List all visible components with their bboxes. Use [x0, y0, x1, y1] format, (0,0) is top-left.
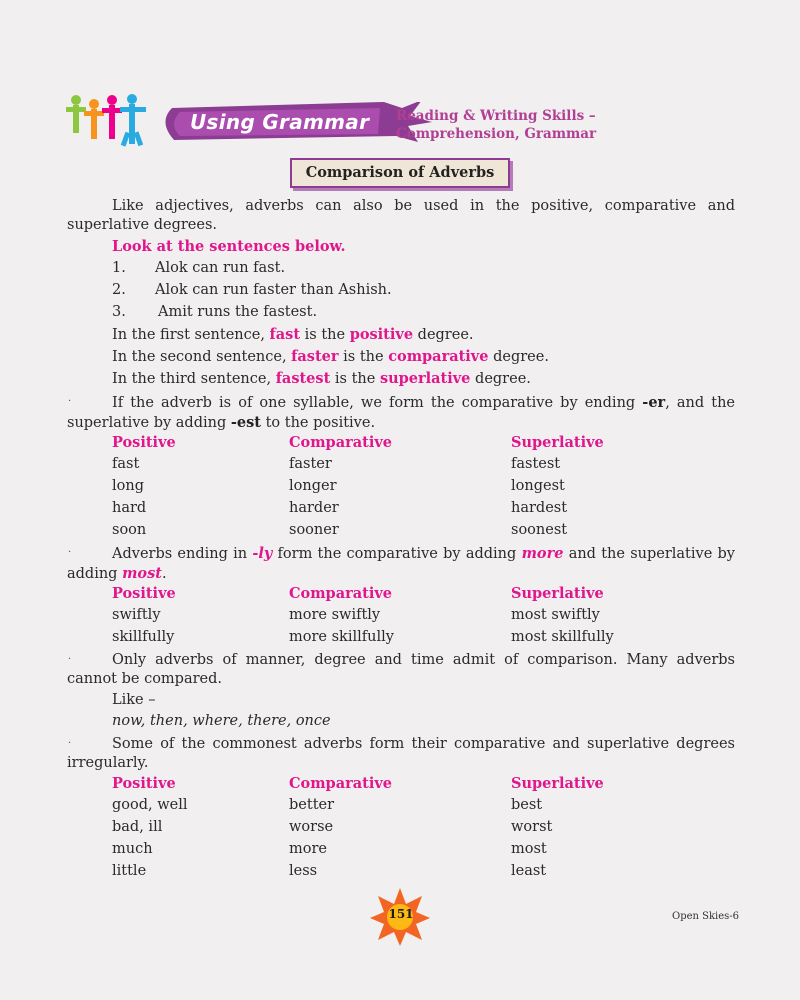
lesson-header: [66, 94, 626, 150]
table-cell: good, well: [112, 797, 188, 813]
intro-paragraph: Like adjectives, adverbs can also be used in the positive, comparative and superlative degrees.: [67, 198, 735, 233]
table-cell: soon: [112, 522, 147, 538]
skills-line-2: Comprehension, Grammar: [396, 126, 597, 142]
bullet-dot: ·: [68, 654, 72, 665]
table-cell: worst: [511, 819, 553, 835]
explanation-line: In the third sentence, fastest is the superlative degree.: [112, 370, 531, 387]
bullet-dot: ·: [68, 547, 72, 558]
table-cell: longest: [511, 478, 565, 494]
header-superlative: Superlative: [511, 775, 604, 792]
sentence-text: Alok can run faster than Ashish.: [155, 282, 392, 298]
table-cell: hard: [112, 500, 147, 516]
sentence-number: 3.: [112, 304, 126, 320]
page-number: 151: [388, 907, 414, 921]
table-cell: more: [289, 841, 327, 857]
skills-label: [396, 107, 596, 143]
sentence-number: 2.: [112, 282, 126, 298]
header-positive: Positive: [112, 775, 176, 792]
table-cell: better: [289, 797, 335, 813]
rule-ly-adverbs: Adverbs ending in -ly form the comparative by adding more and the superlative by adding most.: [67, 545, 735, 582]
bullet-dot: ·: [68, 738, 72, 749]
table-cell: less: [289, 863, 318, 879]
header-positive: Positive: [112, 585, 176, 602]
table-cell: harder: [289, 500, 339, 516]
header-comparative: Comparative: [289, 434, 392, 451]
table-cell: sooner: [289, 522, 339, 538]
explanation-line: In the first sentence, fast is the positive degree.: [112, 326, 474, 343]
table-cell: longer: [289, 478, 337, 494]
table-cell: worse: [289, 819, 334, 835]
table-cell: least: [511, 863, 547, 879]
table-cell: much: [112, 841, 153, 857]
rule-one-syllable: If the adverb is of one syllable, we form the comparative by ending -er, and the superlative by adding -est to the positive.: [67, 394, 736, 431]
table-cell: most swiftly: [511, 607, 600, 623]
bullet-dot: ·: [68, 396, 72, 407]
sentence-number: 1.: [112, 260, 126, 276]
table-cell: most skillfully: [511, 629, 614, 645]
section-title: Comparison of Adverbs: [290, 158, 510, 188]
people-logo-icon: [66, 94, 162, 150]
table-cell: faster: [289, 456, 332, 472]
skills-line-1: Reading & Writing Skills –: [396, 108, 596, 124]
header-comparative: Comparative: [289, 585, 392, 602]
table-cell: more swiftly: [289, 607, 381, 623]
table-cell: bad, ill: [112, 819, 163, 835]
header-comparative: Comparative: [289, 775, 392, 792]
footer-book-title: Open Skies-6: [672, 911, 740, 922]
look-heading: Look at the sentences below.: [112, 238, 346, 255]
table-cell: more skillfully: [289, 629, 394, 645]
rule-irregular: Some of the commonest adverbs form their comparative and superlative degrees irregularly.: [67, 736, 735, 771]
table-cell: fast: [112, 456, 140, 472]
like-examples: now, then, where, there, once: [112, 713, 331, 729]
header-superlative: Superlative: [511, 585, 604, 602]
table-cell: hardest: [511, 500, 568, 516]
table-cell: best: [511, 797, 543, 813]
sentence-text: Alok can run fast.: [155, 260, 286, 276]
header-positive: Positive: [112, 434, 176, 451]
table-cell: fastest: [511, 456, 561, 472]
table-cell: long: [112, 478, 144, 494]
table-cell: most: [511, 841, 547, 857]
rule-comparison-limits: Only adverbs of manner, degree and time admit of comparison. Many adverbs cannot be compared.: [67, 652, 735, 687]
table-cell: soonest: [511, 522, 568, 538]
table-cell: little: [112, 863, 147, 879]
table-cell: swiftly: [112, 607, 161, 623]
banner-title: Using Grammar: [190, 110, 370, 134]
like-label: Like –: [112, 692, 156, 708]
explanation-line: In the second sentence, faster is the comparative degree.: [112, 348, 549, 365]
table-cell: skillfully: [112, 629, 175, 645]
header-superlative: Superlative: [511, 434, 604, 451]
sentence-text: Amit runs the fastest.: [158, 304, 318, 320]
